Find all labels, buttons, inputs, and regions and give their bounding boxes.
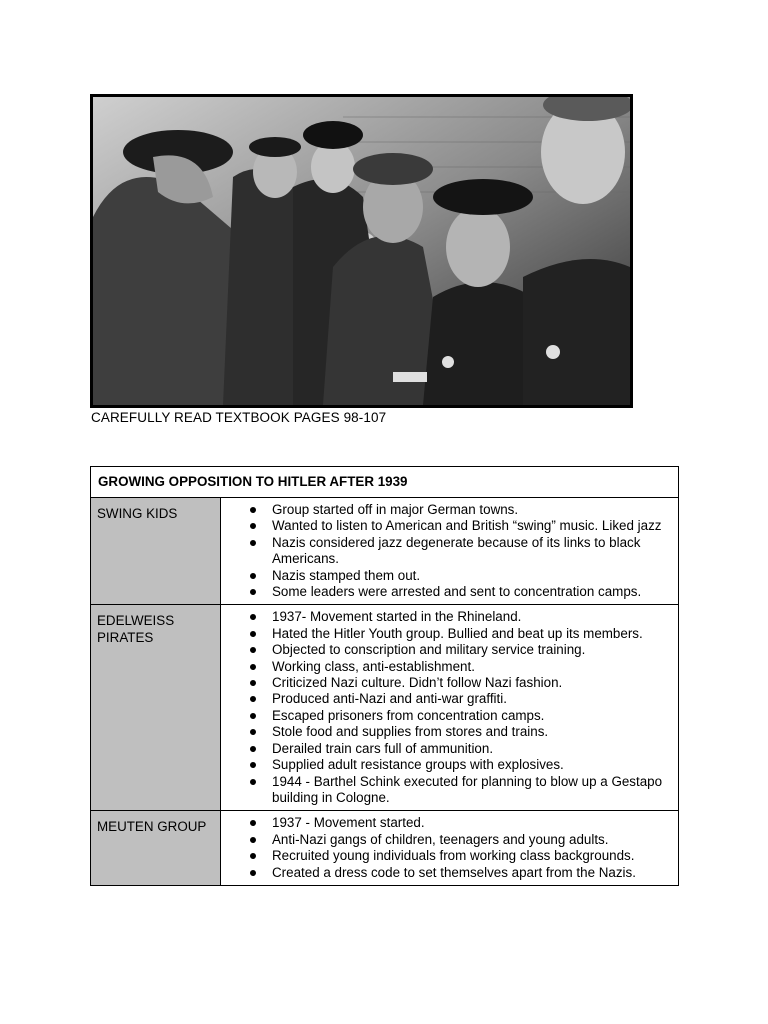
- list-item: Supplied adult resistance groups with explosives.: [248, 757, 670, 773]
- list-item: Anti-Nazi gangs of children, teenagers and young adults.: [248, 832, 670, 848]
- group-name: MEUTEN GROUP: [91, 811, 221, 886]
- table-row: [91, 498, 679, 605]
- opposition-table: [90, 466, 679, 886]
- list-item: Working class, anti-establishment.: [248, 659, 670, 675]
- list-item: Stole food and supplies from stores and trains.: [248, 724, 670, 740]
- photo-illustration: [93, 97, 630, 405]
- list-item: Group started off in major German towns.: [248, 502, 670, 518]
- list-item: Derailed train cars full of ammunition.: [248, 741, 670, 757]
- table-row: [91, 605, 679, 811]
- group-facts: [221, 811, 679, 886]
- list-item: Nazis stamped them out.: [248, 568, 670, 584]
- group-facts: [221, 605, 679, 811]
- list-item: Criticized Nazi culture. Didn’t follow Nazi fashion.: [248, 675, 670, 691]
- table-title: GROWING OPPOSITION TO HITLER AFTER 1939: [91, 467, 679, 498]
- historical-photo: [90, 94, 633, 408]
- table-row: [91, 811, 679, 886]
- group-name: EDELWEISS PIRATES: [91, 605, 221, 811]
- list-item: Escaped prisoners from concentration camps.: [248, 708, 670, 724]
- list-item: Produced anti-Nazi and anti-war graffiti.: [248, 691, 670, 707]
- table-header-row: [91, 467, 679, 498]
- list-item: Objected to conscription and military service training.: [248, 642, 670, 658]
- group-facts: [221, 498, 679, 605]
- list-item: Wanted to listen to American and British “swing” music. Liked jazz: [248, 518, 670, 534]
- caption: CAREFULLY READ TEXTBOOK PAGES 98-107: [91, 410, 387, 425]
- list-item: Recruited young individuals from working class backgrounds.: [248, 848, 670, 864]
- list-item: 1937 - Movement started.: [248, 815, 670, 831]
- list-item: 1944 - Barthel Schink executed for planning to blow up a Gestapo building in Cologne.: [248, 774, 670, 807]
- group-name: SWING KIDS: [91, 498, 221, 605]
- list-item: Created a dress code to set themselves apart from the Nazis.: [248, 865, 670, 881]
- list-item: Nazis considered jazz degenerate because of its links to black Americans.: [248, 535, 670, 568]
- list-item: 1937- Movement started in the Rhineland.: [248, 609, 670, 625]
- list-item: Some leaders were arrested and sent to concentration camps.: [248, 584, 670, 600]
- list-item: Hated the Hitler Youth group. Bullied and beat up its members.: [248, 626, 670, 642]
